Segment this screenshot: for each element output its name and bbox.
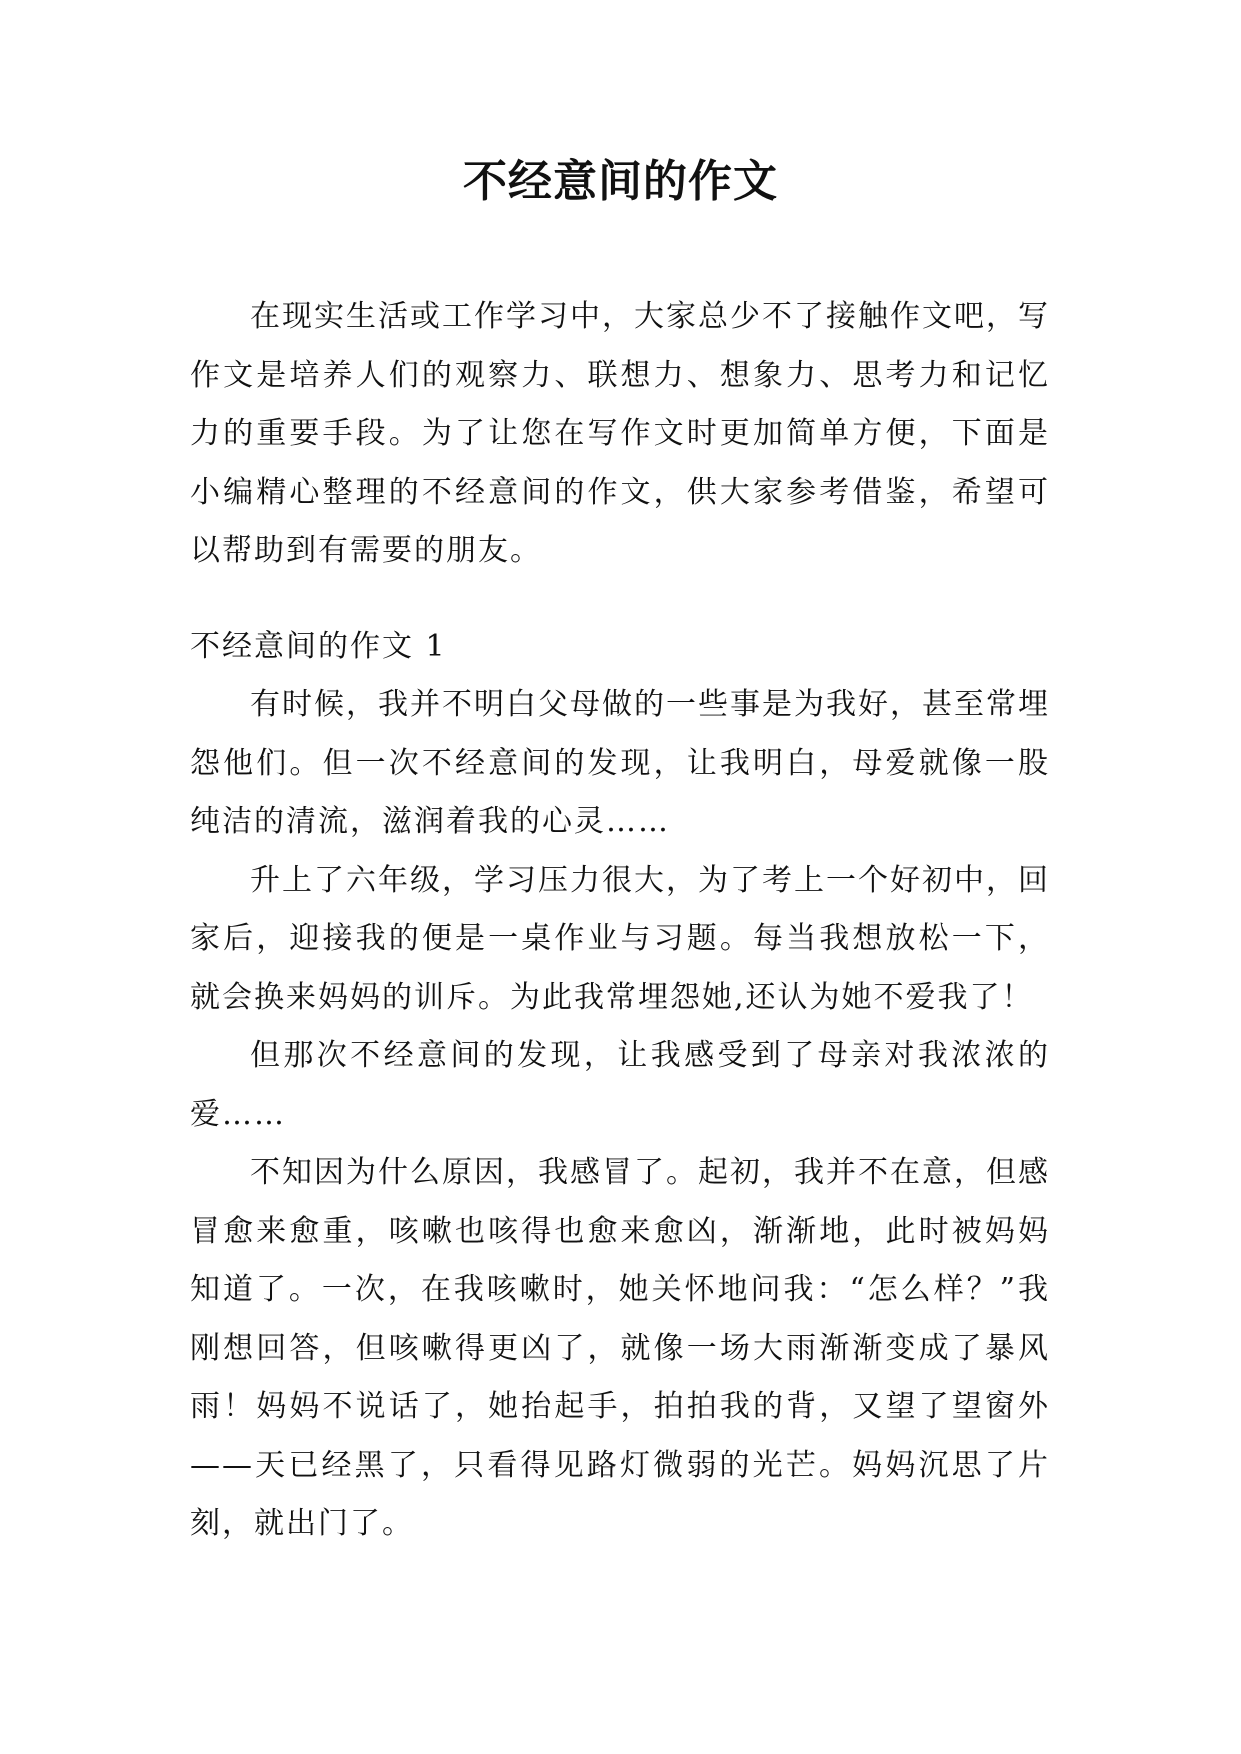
body-paragraph-2: 升上了六年级，学习压力很大，为了考上一个好初中，回家后，迎接我的便是一桌作业与习题。每当我想放松一下，就会换来妈妈的训斥。为此我常埋怨她,还认为她不爱我了！ xyxy=(190,862,1050,1015)
document-body xyxy=(190,288,1050,1554)
body-paragraph-3: 但那次不经意间的发现，让我感受到了母亲对我浓浓的爱…… xyxy=(190,1038,1050,1132)
body-paragraph-1: 有时候，我并不明白父母做的一些事是为我好，甚至常埋怨他们。但一次不经意间的发现，让我明白，母爱就像一股纯洁的清流，滋润着我的心灵…… xyxy=(190,687,1050,839)
body-paragraph-4: 不知因为什么原因，我感冒了。起初，我并不在意，但感冒愈来愈重，咳嗽也咳得也愈来愈凶，渐渐地，此时被妈妈知道了。一次，在我咳嗽时，她关怀地问我：“怎么样？”我刚想回答，但咳嗽得更凶了，就像一场大雨渐渐变成了暴风雨！妈妈不说话了，她抬起手，拍拍我的背，又望了望窗外——天已经黑了，只看得见路灯微弱的光芒。妈妈沉思了片刻，就出门了。 xyxy=(190,1155,1050,1541)
document-title: 不经意间的作文 xyxy=(463,156,778,207)
intro-paragraph: 在现实生活或工作学习中，大家总少不了接触作文吧，写作文是培养人们的观察力、联想力、想象力、思考力和记忆力的重要手段。为了让您在写作文时更加简单方便，下面是小编精心整理的不经意间的作文，供大家参考借鉴，希望可以帮助到有需要的朋友。 xyxy=(190,299,1050,568)
section-heading: 不经意间的作文 1 xyxy=(190,628,447,664)
